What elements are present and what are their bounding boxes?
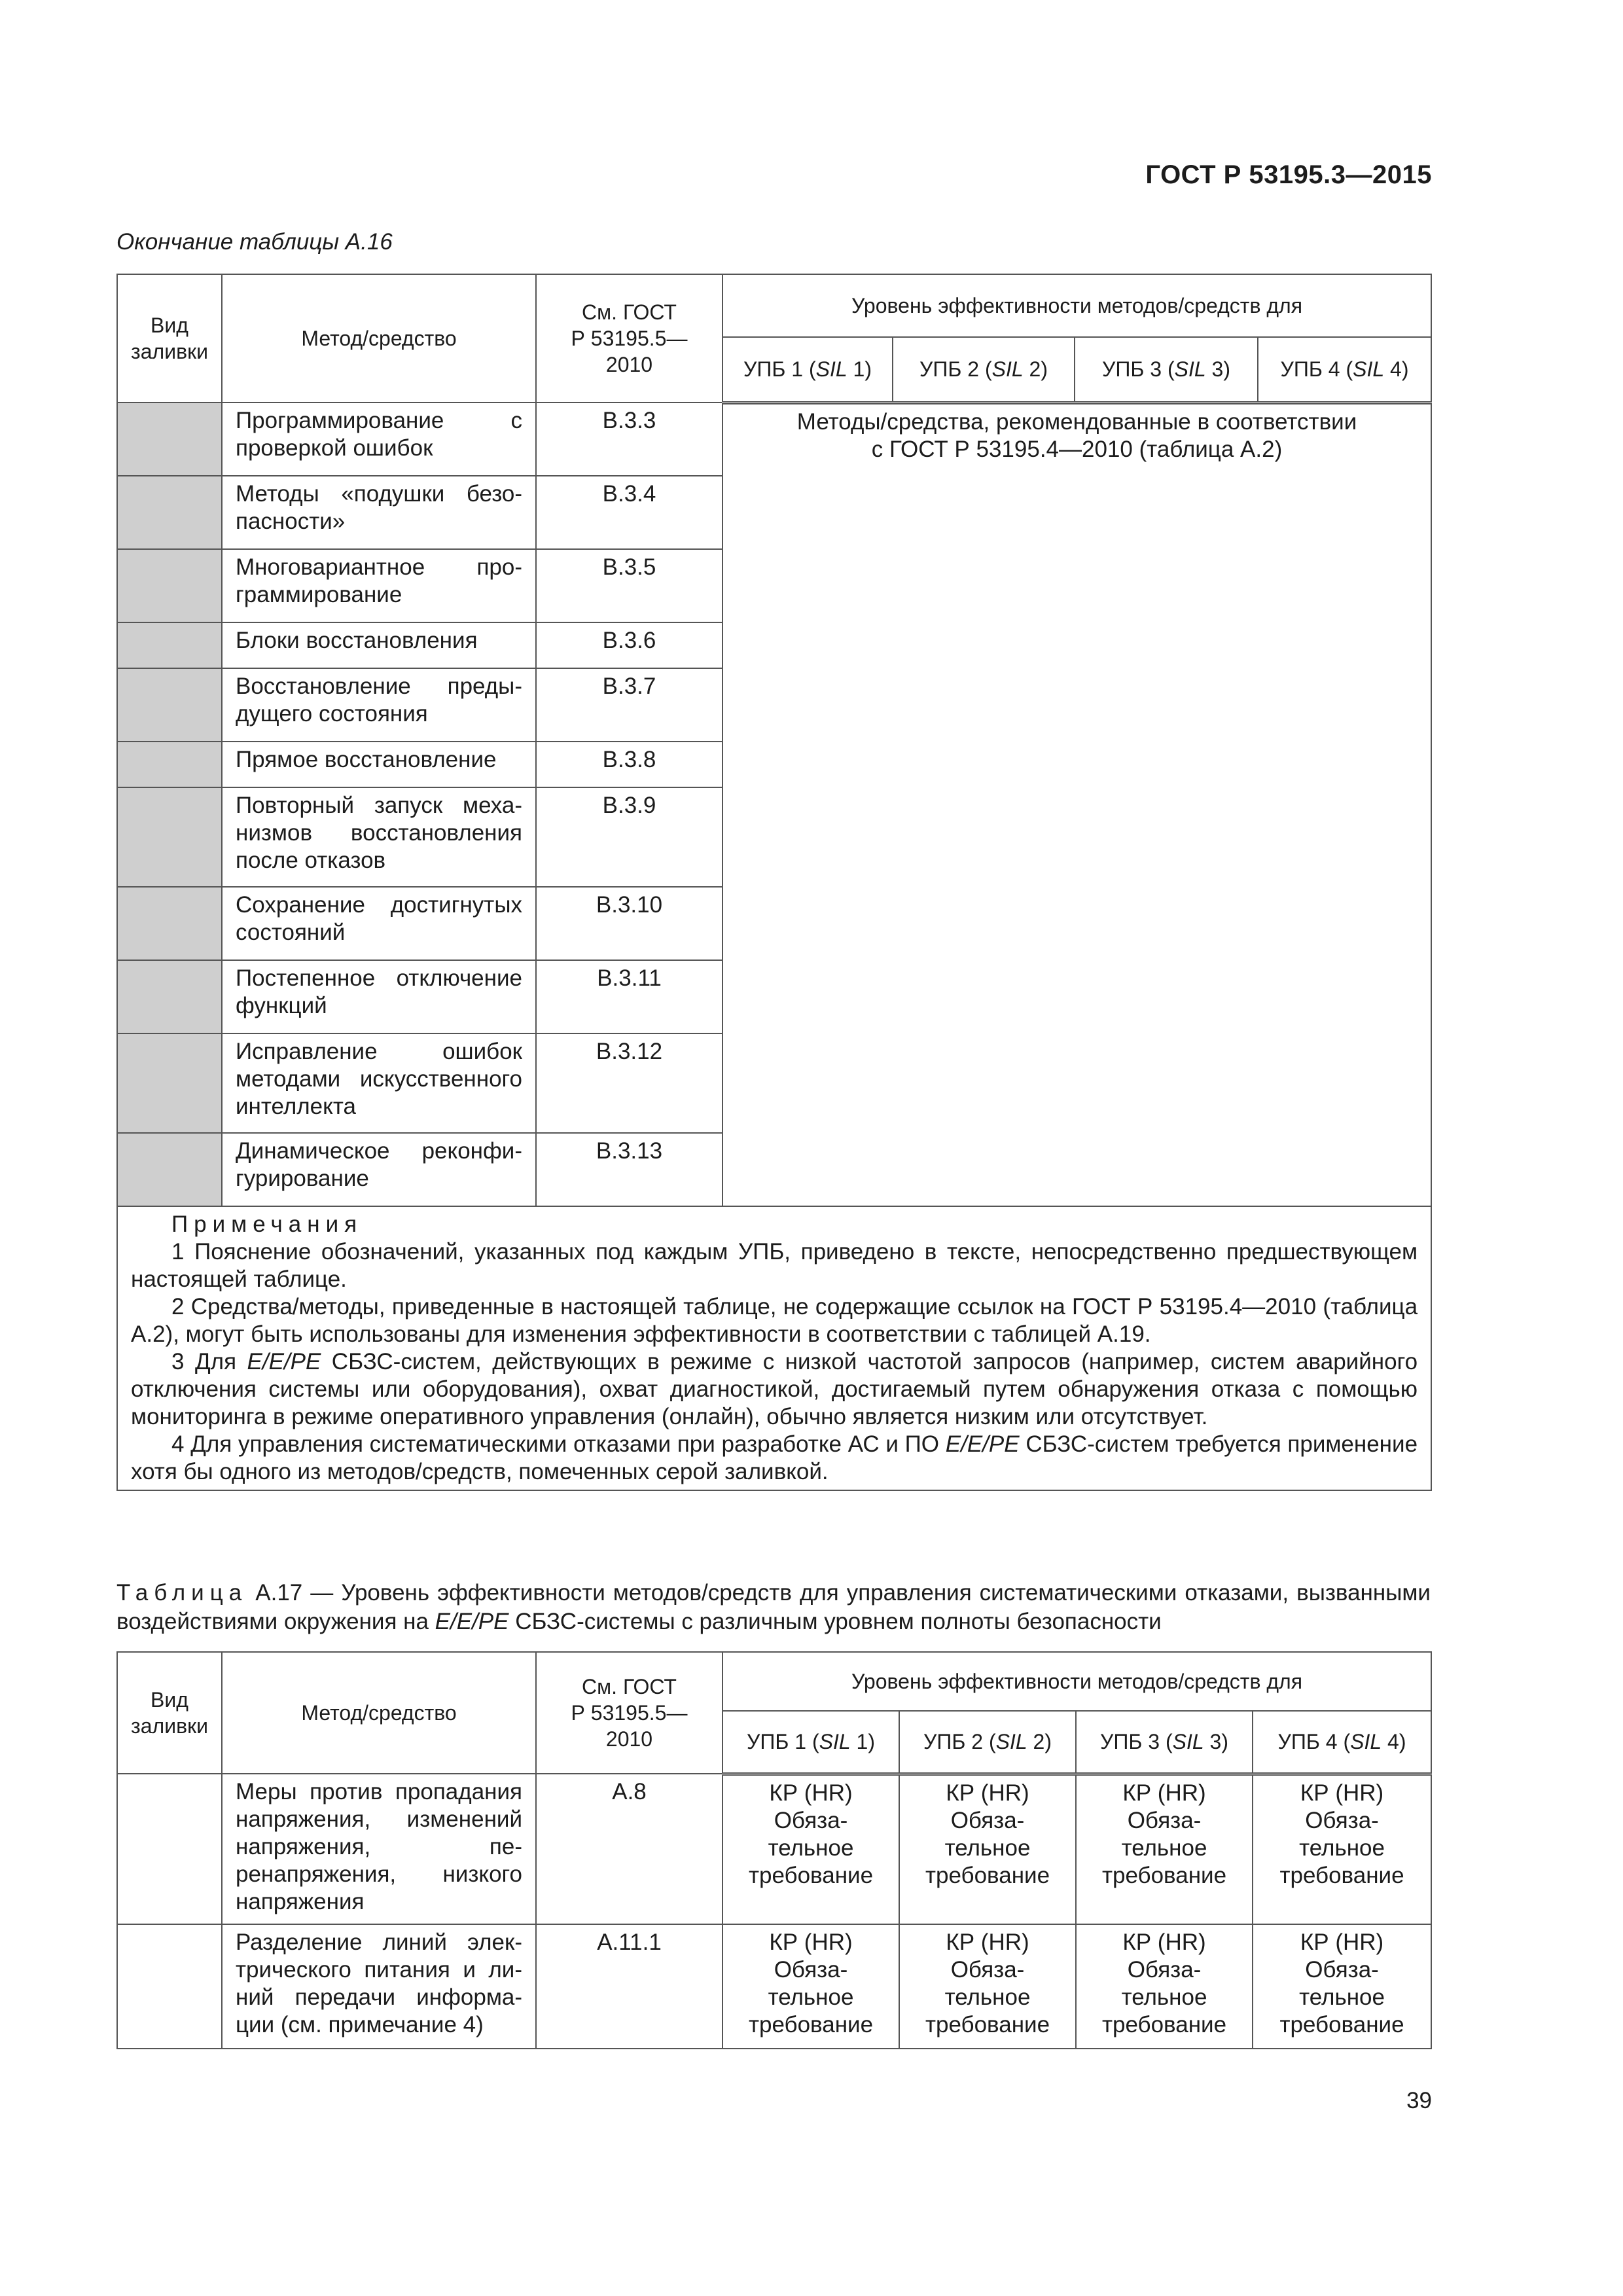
fill-cell xyxy=(117,1774,222,1924)
reference-cell: В.3.10 xyxy=(536,887,722,960)
level-cell: КР (HR) Обяза- тельное требование xyxy=(1076,1924,1253,2049)
reference-cell: В.3.12 xyxy=(536,1033,722,1133)
method-cell: Блоки восстановления xyxy=(222,622,536,668)
shaded-fill-cell xyxy=(117,887,222,960)
header-reference-line2: Р 53195.5—2010 xyxy=(571,1701,688,1751)
table-row xyxy=(117,1774,1431,1924)
document-id-header: ГОСТ Р 53195.3—2015 xyxy=(1145,160,1432,189)
header-level-4: УПБ 4 (SIL 4) xyxy=(1253,1711,1431,1774)
shaded-fill-cell xyxy=(117,787,222,887)
header-level-2: УПБ 2 (SIL 2) xyxy=(893,337,1075,403)
method-cell: Прямое восстановление xyxy=(222,742,536,787)
note-3: 3 Для E/E/PE СБЗС-систем, действующих в режиме с низкой частотой запросов (например, систем аварийного отключения системы или оборудования), охват диагностикой, достигаемый путем обнаружения отказа с помощью мониторинга в режиме оперативного управления (онлайн), обычно является низким или отсутствует. xyxy=(131,1349,1418,1429)
header-fill-type: Вид заливки xyxy=(117,1652,222,1774)
header-level-1: УПБ 1 (SIL 1) xyxy=(722,337,893,403)
shaded-fill-cell xyxy=(117,668,222,742)
header-levels-group: Уровень эффективности методов/средств для xyxy=(722,1652,1431,1711)
shaded-fill-cell xyxy=(117,549,222,622)
method-cell: Сохранение достигнутых состояний xyxy=(222,887,536,960)
header-level-4: УПБ 4 (SIL 4) xyxy=(1258,337,1431,403)
reference-cell: А.8 xyxy=(536,1774,722,1924)
merged-recommendation-line1: Методы/средства, рекомендованные в соответствии xyxy=(796,408,1357,435)
level-cell: КР (HR) Обяза- тельное требование xyxy=(1253,1774,1431,1924)
shaded-fill-cell xyxy=(117,622,222,668)
table-caption-label: Таблица xyxy=(116,1580,248,1605)
note-4: 4 Для управления систематическими отказами при разработке АС и ПО E/E/PE СБЗС-систем требуется применение хотя бы одного из методов/средств, помеченных серой заливкой. xyxy=(131,1431,1418,1484)
header-reference xyxy=(536,1652,722,1774)
reference-cell: В.3.8 xyxy=(536,742,722,787)
shaded-fill-cell xyxy=(117,1033,222,1133)
level-cell: КР (HR) Обяза- тельное требование xyxy=(722,1924,899,2049)
header-method: Метод/средство xyxy=(222,274,536,403)
header-fill-type: Вид заливки xyxy=(117,274,222,403)
merged-recommendation-line2: с ГОСТ Р 53195.4—2010 (таблица А.2) xyxy=(871,436,1283,462)
method-cell: Исправление ошибок методами искусственного интеллекта xyxy=(222,1033,536,1133)
header-reference-line1: См. ГОСТ xyxy=(582,300,677,324)
header-reference xyxy=(536,274,722,403)
method-cell: Программирование с проверкой ошибок xyxy=(222,403,536,476)
header-level-3: УПБ 3 (SIL 3) xyxy=(1076,1711,1253,1774)
method-cell: Методы «подушки безопасности» xyxy=(222,476,536,549)
method-cell: Постепенное отключение функций xyxy=(222,960,536,1033)
level-cell: КР (HR) Обяза- тельное требование xyxy=(1076,1774,1253,1924)
notes-cell xyxy=(117,1206,1431,1490)
header-level-2: УПБ 2 (SIL 2) xyxy=(899,1711,1076,1774)
level-cell: КР (HR) Обяза- тельное требование xyxy=(899,1924,1076,2049)
note-1: 1 Пояснение обозначений, указанных под каждым УПБ, приведено в тексте, непосредственно предшествующем настоящей таблице. xyxy=(131,1239,1418,1292)
header-reference-line1: См. ГОСТ xyxy=(582,1675,677,1698)
table-a17 xyxy=(116,1651,1432,2049)
fill-cell xyxy=(117,1924,222,2049)
page-number: 39 xyxy=(1406,2088,1432,2113)
table-continuation-label: Окончание таблицы А.16 xyxy=(116,229,393,255)
header-level-3: УПБ 3 (SIL 3) xyxy=(1075,337,1258,403)
table-row xyxy=(117,403,1431,476)
header-level-1: УПБ 1 (SIL 1) xyxy=(722,1711,899,1774)
method-cell: Восстановление предыдущего состояния xyxy=(222,668,536,742)
method-cell: Меры против пропадания напряжения, изменений напряжения, перенапряжения, низкого напряжения xyxy=(222,1774,536,1924)
method-cell: Разделение линий электрического питания и линий передачи информации (см. примечание 4) xyxy=(222,1924,536,2049)
shaded-fill-cell xyxy=(117,1133,222,1206)
shaded-fill-cell xyxy=(117,960,222,1033)
table-a17-caption: Таблица А.17 — Уровень эффективности методов/средств для управления систематическими отказами, вызванными воздействиями окружения на E/E/PE СБЗС-системы с различным уровнем полноты безопасности xyxy=(116,1580,1431,1634)
header-levels-group: Уровень эффективности методов/средств для xyxy=(722,274,1431,337)
notes-row xyxy=(117,1206,1431,1490)
merged-recommendation-cell xyxy=(722,403,1431,1206)
reference-cell: В.3.11 xyxy=(536,960,722,1033)
reference-cell: А.11.1 xyxy=(536,1924,722,2049)
reference-cell: В.3.9 xyxy=(536,787,722,887)
notes-title: Примечания xyxy=(171,1211,363,1237)
shaded-fill-cell xyxy=(117,476,222,549)
table-row xyxy=(117,1924,1431,2049)
reference-cell: В.3.13 xyxy=(536,1133,722,1206)
header-method: Метод/средство xyxy=(222,1652,536,1774)
method-cell: Многовариантное программирование xyxy=(222,549,536,622)
table-a16 xyxy=(116,274,1432,1491)
shaded-fill-cell xyxy=(117,742,222,787)
reference-cell: В.3.3 xyxy=(536,403,722,476)
method-cell: Динамическое реконфигурирование xyxy=(222,1133,536,1206)
method-cell: Повторный запуск механизмов восстановления после отказов xyxy=(222,787,536,887)
header-reference-line2: Р 53195.5—2010 xyxy=(571,327,688,376)
reference-cell: В.3.5 xyxy=(536,549,722,622)
reference-cell: В.3.6 xyxy=(536,622,722,668)
level-cell: КР (HR) Обяза- тельное требование xyxy=(899,1774,1076,1924)
level-cell: КР (HR) Обяза- тельное требование xyxy=(722,1774,899,1924)
reference-cell: В.3.7 xyxy=(536,668,722,742)
level-cell: КР (HR) Обяза- тельное требование xyxy=(1253,1924,1431,2049)
reference-cell: В.3.4 xyxy=(536,476,722,549)
shaded-fill-cell xyxy=(117,403,222,476)
note-2: 2 Средства/методы, приведенные в настоящей таблице, не содержащие ссылок на ГОСТ Р 53195.4—2010 (таблица А.2), могут быть использованы для изменения эффективности в соответствии с таблицей А.19. xyxy=(131,1294,1418,1347)
